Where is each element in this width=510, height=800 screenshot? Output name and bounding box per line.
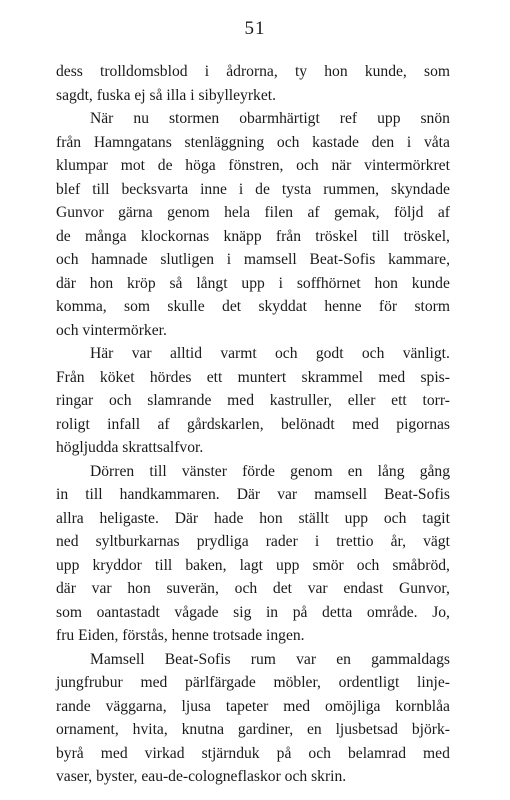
text-line: Mamsell Beat-Sofis rum var en gammaldags bbox=[90, 650, 450, 668]
text-line: där var hon suverän, och det var endast Gunvor, bbox=[56, 580, 450, 597]
body-text bbox=[56, 60, 450, 789]
text-line: ornament, hvita, knutna gardiner, en ljusbetsad björk- bbox=[56, 721, 450, 738]
text-line: Gunvor gärna genom hela filen af gemak, följd af bbox=[56, 204, 450, 221]
text-line: och hamnade slutligen i mamsell Beat-Sofis kammare, bbox=[56, 251, 450, 268]
text-line: blef till becksvarta inne i de tysta rummen, skyndade bbox=[56, 180, 450, 198]
text-line: ringar och slamrande med kastruller, eller ett torr- bbox=[56, 392, 450, 409]
text-line: in till handkammaren. Där var mamsell Beat-Sofis bbox=[56, 486, 450, 503]
text-line: högljudda skrattsalfvor. bbox=[56, 439, 204, 456]
text-line: där hon kröp så långt upp i soffhörnet hon kunde bbox=[56, 274, 450, 292]
text-line: roligt infall af gårdskarlen, belönadt med pigornas bbox=[56, 415, 450, 433]
text-line: och vintermörker. bbox=[56, 321, 167, 339]
text-line: Från köket hördes ett muntert skrammel med spis- bbox=[56, 368, 450, 386]
text-line: upp kryddor till baken, lagt upp smör och småbröd, bbox=[56, 556, 450, 574]
text-line: sagdt, fuska ej så illa i sibylleyrket. bbox=[56, 86, 276, 104]
text-line: fru Eiden, förstås, henne trotsade ingen. bbox=[56, 627, 305, 644]
text-line: byrå med virkad stjärnduk på och belamrad med bbox=[56, 744, 450, 762]
text-line: Dörren till vänster förde genom en lång gång bbox=[90, 462, 450, 480]
text-line: rande väggarna, ljusa tapeter med omöjliga kornblåa bbox=[56, 697, 450, 715]
text-line: När nu stormen obarmhärtigt ref upp snön bbox=[90, 110, 450, 127]
text-line: jungfrubur med pärlfärgade möbler, ordentligt linje- bbox=[56, 674, 450, 691]
text-line: komma, som skulle det skyddat henne för storm bbox=[56, 298, 450, 315]
text-line: ned syltburkarnas prydliga rader i trettio år, vägt bbox=[56, 533, 450, 550]
page-number: 51 bbox=[244, 18, 266, 39]
text-line: vaser, byster, eau-de-cologneflaskor och skrin. bbox=[56, 768, 347, 785]
text-line: allra heligaste. Där hade hon ställt upp och tagit bbox=[56, 509, 450, 527]
text-line: från Hamngatans stenläggning och kastade den i våta bbox=[56, 133, 450, 151]
text-line: klumpar mot de höga fönstren, och när vintermörkret bbox=[56, 157, 450, 174]
text-line: dess trolldomsblod i ådrorna, ty hon kunde, som bbox=[56, 63, 450, 80]
text-line: Här var alltid varmt och godt och vänligt. bbox=[90, 345, 450, 362]
text-line: som oantastadt vågade sig in på detta område. Jo, bbox=[56, 603, 450, 621]
text-line: de många klockornas knäpp från tröskel till tröskel, bbox=[56, 227, 450, 245]
